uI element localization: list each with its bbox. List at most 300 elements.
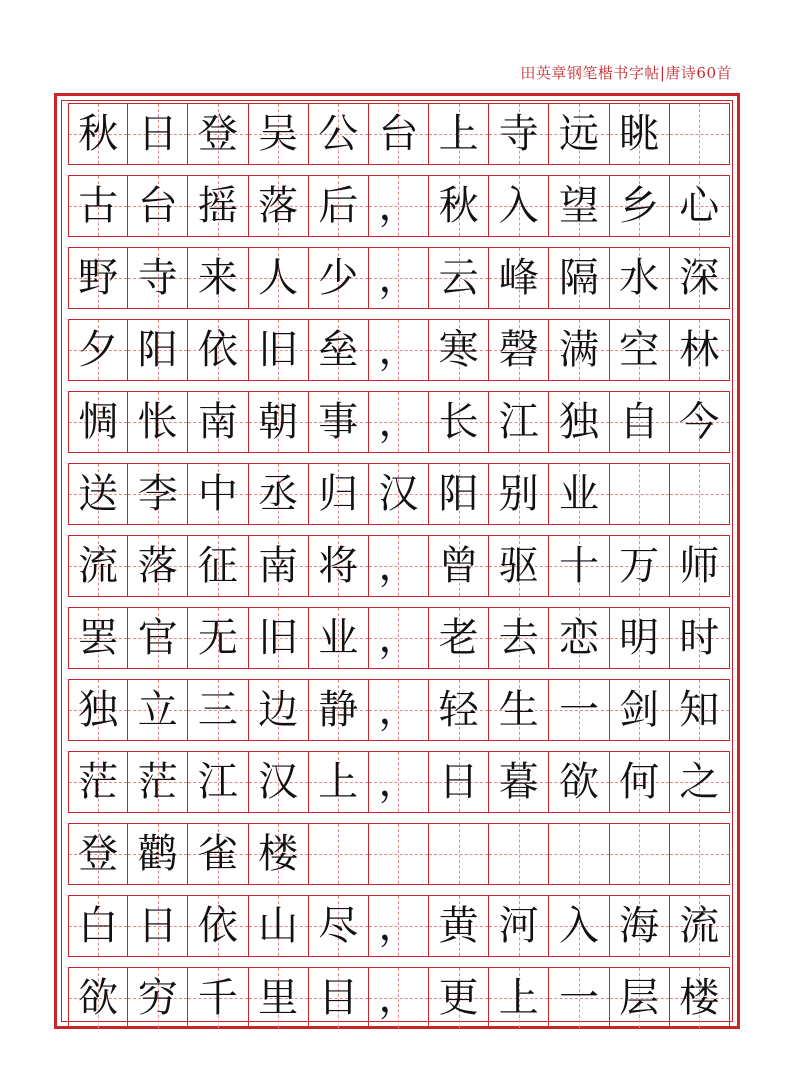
character: 上 <box>498 975 539 1021</box>
grid-cell <box>549 536 609 596</box>
grid-row <box>68 535 730 597</box>
character: 夕 <box>78 327 119 373</box>
character: 今 <box>679 399 720 445</box>
grid-cell <box>549 896 609 956</box>
character: 落 <box>137 543 178 589</box>
character: 怅 <box>137 399 178 445</box>
character: 旧 <box>258 327 299 373</box>
grid-row <box>68 751 730 813</box>
grid-cell <box>670 680 730 740</box>
character: 中 <box>197 471 238 517</box>
grid-cell <box>309 176 369 236</box>
character: 上 <box>438 111 479 157</box>
character: 曾 <box>438 543 479 589</box>
grid-cell <box>670 176 730 236</box>
grid-cell <box>309 320 369 380</box>
grid-cell <box>429 464 489 524</box>
character: 黄 <box>438 903 479 949</box>
character <box>670 824 729 884</box>
grid-cell <box>68 392 128 452</box>
grid-cell <box>429 176 489 236</box>
grid-cell <box>429 680 489 740</box>
character: 满 <box>558 327 599 373</box>
character: 长 <box>438 399 479 445</box>
grid-cell <box>610 896 670 956</box>
grid-cell <box>128 824 188 884</box>
grid-cell <box>249 392 309 452</box>
grid-cell <box>188 248 248 308</box>
character: 乡 <box>619 183 660 229</box>
character: 江 <box>498 399 539 445</box>
grid-cell <box>128 968 188 1028</box>
character: 来 <box>197 255 238 301</box>
grid-cell <box>489 968 549 1028</box>
character: ， <box>378 759 419 805</box>
grid-cell <box>429 752 489 812</box>
character: 秋 <box>438 183 479 229</box>
character: 独 <box>558 399 599 445</box>
character: 何 <box>619 759 660 805</box>
character: 磬 <box>498 327 539 373</box>
character: 一 <box>558 975 599 1021</box>
character: 心 <box>679 183 720 229</box>
grid-cell <box>549 104 609 164</box>
character: 剑 <box>619 687 660 733</box>
character: 轻 <box>438 687 479 733</box>
character: 静 <box>318 687 359 733</box>
grid-row <box>68 607 730 669</box>
character: ， <box>378 399 419 445</box>
grid-cell <box>489 176 549 236</box>
grid-cell <box>369 752 429 812</box>
character: 欲 <box>78 975 119 1021</box>
grid-cell <box>549 176 609 236</box>
grid-cell <box>68 320 128 380</box>
character: 摇 <box>197 183 238 229</box>
grid-cell <box>249 680 309 740</box>
grid-cell <box>249 824 309 884</box>
grid-cell <box>249 752 309 812</box>
character: 楼 <box>679 975 720 1021</box>
grid-cell <box>128 464 188 524</box>
character: 阳 <box>438 471 479 517</box>
grid-cell <box>188 896 248 956</box>
grid-cell <box>610 824 670 884</box>
grid-cell <box>128 752 188 812</box>
character: 驱 <box>498 543 539 589</box>
character: 事 <box>318 399 359 445</box>
grid-cell <box>429 104 489 164</box>
grid-cell <box>309 104 369 164</box>
character: 日 <box>438 759 479 805</box>
character: 业 <box>318 615 359 661</box>
grid-cell <box>610 752 670 812</box>
character-grid <box>68 103 730 1039</box>
character: 依 <box>197 903 238 949</box>
grid-cell <box>429 896 489 956</box>
character: 流 <box>679 903 720 949</box>
character: 入 <box>558 903 599 949</box>
character: ， <box>378 255 419 301</box>
character <box>489 824 548 884</box>
grid-cell <box>188 608 248 668</box>
grid-cell <box>188 752 248 812</box>
grid-cell <box>68 896 128 956</box>
grid-cell <box>610 968 670 1028</box>
grid-cell <box>489 608 549 668</box>
grid-cell <box>369 104 429 164</box>
grid-cell <box>249 464 309 524</box>
grid-cell <box>128 104 188 164</box>
character: ， <box>378 615 419 661</box>
grid-cell <box>249 320 309 380</box>
grid-cell <box>670 896 730 956</box>
character: 日 <box>137 903 178 949</box>
grid-cell <box>610 176 670 236</box>
character: 知 <box>679 687 720 733</box>
grid-cell <box>128 608 188 668</box>
character: 罢 <box>78 615 119 661</box>
grid-cell <box>429 608 489 668</box>
grid-cell <box>369 608 429 668</box>
grid-cell <box>429 968 489 1028</box>
grid-cell <box>549 680 609 740</box>
character: 眺 <box>619 111 660 157</box>
character: 三 <box>197 687 238 733</box>
character: 水 <box>619 255 660 301</box>
character: 山 <box>258 903 299 949</box>
character: 暮 <box>498 759 539 805</box>
character: 深 <box>679 255 720 301</box>
grid-cell <box>489 464 549 524</box>
character: 汉 <box>378 471 419 517</box>
grid-row <box>68 175 730 237</box>
grid-cell <box>489 680 549 740</box>
character: 远 <box>558 111 599 157</box>
grid-cell <box>369 824 429 884</box>
grid-cell <box>128 392 188 452</box>
grid-cell <box>369 176 429 236</box>
character: 层 <box>619 975 660 1021</box>
character: 李 <box>137 471 178 517</box>
character: 去 <box>498 615 539 661</box>
grid-cell <box>68 752 128 812</box>
grid-cell <box>610 104 670 164</box>
character: 茫 <box>78 759 119 805</box>
grid-cell <box>128 896 188 956</box>
character: 隔 <box>558 255 599 301</box>
grid-cell <box>369 392 429 452</box>
character: 业 <box>558 471 599 517</box>
character: 茫 <box>137 759 178 805</box>
character: 穷 <box>137 975 178 1021</box>
character: 落 <box>258 183 299 229</box>
grid-cell <box>309 392 369 452</box>
character: ， <box>378 327 419 373</box>
character: 南 <box>197 399 238 445</box>
character: 海 <box>619 903 660 949</box>
grid-cell <box>188 392 248 452</box>
grid-cell <box>249 536 309 596</box>
character: 别 <box>498 471 539 517</box>
grid-cell <box>489 536 549 596</box>
grid-row <box>68 103 730 165</box>
character: 老 <box>438 615 479 661</box>
grid-cell <box>610 464 670 524</box>
character: 峰 <box>498 255 539 301</box>
character: ， <box>378 903 419 949</box>
character: 河 <box>498 903 539 949</box>
character: 吴 <box>258 111 299 157</box>
grid-cell <box>188 464 248 524</box>
grid-cell <box>429 320 489 380</box>
grid-cell <box>610 536 670 596</box>
grid-cell <box>670 968 730 1028</box>
grid-cell <box>309 608 369 668</box>
grid-cell <box>670 752 730 812</box>
character: 鹳 <box>137 831 178 877</box>
grid-row <box>68 895 730 957</box>
character: 白 <box>78 903 119 949</box>
grid-cell <box>128 680 188 740</box>
grid-cell <box>670 320 730 380</box>
grid-cell <box>309 536 369 596</box>
character: 无 <box>197 615 238 661</box>
character: 独 <box>78 687 119 733</box>
grid-cell <box>309 968 369 1028</box>
character: 南 <box>258 543 299 589</box>
character: 归 <box>318 471 359 517</box>
character: 寺 <box>498 111 539 157</box>
grid-cell <box>549 248 609 308</box>
grid-cell <box>309 680 369 740</box>
grid-cell <box>68 248 128 308</box>
character: 寺 <box>137 255 178 301</box>
grid-cell <box>188 176 248 236</box>
grid-cell <box>489 320 549 380</box>
character: 后 <box>318 183 359 229</box>
character: ， <box>378 543 419 589</box>
grid-cell <box>249 608 309 668</box>
character: ， <box>378 975 419 1021</box>
character: 万 <box>619 543 660 589</box>
grid-cell <box>128 536 188 596</box>
grid-cell <box>429 536 489 596</box>
character: 日 <box>137 111 178 157</box>
grid-cell <box>489 896 549 956</box>
grid-cell <box>309 248 369 308</box>
character: 流 <box>78 543 119 589</box>
character: 里 <box>258 975 299 1021</box>
character <box>369 824 428 884</box>
character <box>610 824 669 884</box>
character: 汉 <box>258 759 299 805</box>
grid-row <box>68 391 730 453</box>
character: 朝 <box>258 399 299 445</box>
grid-cell <box>369 320 429 380</box>
grid-cell <box>249 896 309 956</box>
grid-cell <box>369 536 429 596</box>
character: 上 <box>318 759 359 805</box>
character: 依 <box>197 327 238 373</box>
character: 登 <box>197 111 238 157</box>
grid-row <box>68 967 730 1029</box>
grid-cell <box>670 608 730 668</box>
character: 楼 <box>258 831 299 877</box>
character <box>670 464 729 524</box>
grid-cell <box>610 680 670 740</box>
character: 惆 <box>78 399 119 445</box>
character: 边 <box>258 687 299 733</box>
grid-cell <box>670 248 730 308</box>
character: 阳 <box>137 327 178 373</box>
grid-cell <box>68 176 128 236</box>
character: 之 <box>679 759 720 805</box>
grid-cell <box>549 968 609 1028</box>
grid-cell <box>610 608 670 668</box>
grid-cell <box>369 248 429 308</box>
character <box>549 824 608 884</box>
character: 征 <box>197 543 238 589</box>
character: 立 <box>137 687 178 733</box>
grid-cell <box>489 248 549 308</box>
grid-row <box>68 319 730 381</box>
grid-cell <box>68 608 128 668</box>
character: 十 <box>558 543 599 589</box>
character: 古 <box>78 183 119 229</box>
character: 旧 <box>258 615 299 661</box>
grid-cell <box>429 392 489 452</box>
grid-row <box>68 679 730 741</box>
character: 江 <box>197 759 238 805</box>
grid-cell <box>489 824 549 884</box>
grid-cell <box>309 464 369 524</box>
grid-cell <box>188 536 248 596</box>
copybook-sheet <box>54 93 740 1029</box>
character: 更 <box>438 975 479 1021</box>
character: 野 <box>78 255 119 301</box>
grid-cell <box>429 824 489 884</box>
grid-cell <box>68 536 128 596</box>
character <box>429 824 488 884</box>
character: 望 <box>558 183 599 229</box>
grid-cell <box>188 824 248 884</box>
grid-cell <box>369 680 429 740</box>
character: 自 <box>619 399 660 445</box>
character <box>670 104 729 164</box>
grid-cell <box>369 896 429 956</box>
character: 欲 <box>558 759 599 805</box>
grid-cell <box>549 608 609 668</box>
grid-cell <box>610 392 670 452</box>
grid-cell <box>68 968 128 1028</box>
grid-cell <box>549 464 609 524</box>
grid-cell <box>670 464 730 524</box>
grid-cell <box>188 680 248 740</box>
character: 登 <box>78 831 119 877</box>
grid-cell <box>68 680 128 740</box>
grid-cell <box>188 968 248 1028</box>
grid-row <box>68 823 730 885</box>
character: 台 <box>378 111 419 157</box>
character: 云 <box>438 255 479 301</box>
grid-cell <box>249 968 309 1028</box>
grid-cell <box>128 248 188 308</box>
character: 空 <box>619 327 660 373</box>
grid-cell <box>549 320 609 380</box>
grid-cell <box>249 176 309 236</box>
character: 秋 <box>78 111 119 157</box>
character: ， <box>378 183 419 229</box>
character: 时 <box>679 615 720 661</box>
character: 台 <box>137 183 178 229</box>
grid-cell <box>309 896 369 956</box>
grid-cell <box>670 392 730 452</box>
grid-cell <box>369 968 429 1028</box>
grid-cell <box>670 536 730 596</box>
grid-cell <box>549 392 609 452</box>
grid-cell <box>610 320 670 380</box>
grid-cell <box>309 752 369 812</box>
grid-cell <box>610 248 670 308</box>
character: 师 <box>679 543 720 589</box>
character: 丞 <box>258 471 299 517</box>
grid-cell <box>670 104 730 164</box>
grid-cell <box>309 824 369 884</box>
character: 千 <box>197 975 238 1021</box>
character: 雀 <box>197 831 238 877</box>
character: 明 <box>619 615 660 661</box>
character: 尽 <box>318 903 359 949</box>
grid-cell <box>670 824 730 884</box>
grid-cell <box>489 752 549 812</box>
grid-row <box>68 463 730 525</box>
character <box>610 464 669 524</box>
grid-cell <box>188 320 248 380</box>
character: 恋 <box>558 615 599 661</box>
character: 垒 <box>318 327 359 373</box>
character: 少 <box>318 255 359 301</box>
character: 寒 <box>438 327 479 373</box>
character: 送 <box>78 471 119 517</box>
character: 目 <box>318 975 359 1021</box>
grid-cell <box>549 752 609 812</box>
grid-cell <box>429 248 489 308</box>
character: 入 <box>498 183 539 229</box>
grid-cell <box>188 104 248 164</box>
grid-cell <box>249 104 309 164</box>
grid-cell <box>68 464 128 524</box>
character: 生 <box>498 687 539 733</box>
grid-cell <box>68 104 128 164</box>
grid-cell <box>68 824 128 884</box>
grid-cell <box>489 392 549 452</box>
page-header: 田英章钢笔楷书字帖|唐诗60首 <box>520 64 732 82</box>
character: 将 <box>318 543 359 589</box>
grid-cell <box>128 320 188 380</box>
character: ， <box>378 687 419 733</box>
grid-cell <box>489 104 549 164</box>
grid-cell <box>369 464 429 524</box>
character <box>309 824 368 884</box>
grid-row <box>68 247 730 309</box>
grid-cell <box>249 248 309 308</box>
character: 官 <box>137 615 178 661</box>
character: 公 <box>318 111 359 157</box>
grid-cell <box>549 824 609 884</box>
character: 一 <box>558 687 599 733</box>
grid-cell <box>128 176 188 236</box>
